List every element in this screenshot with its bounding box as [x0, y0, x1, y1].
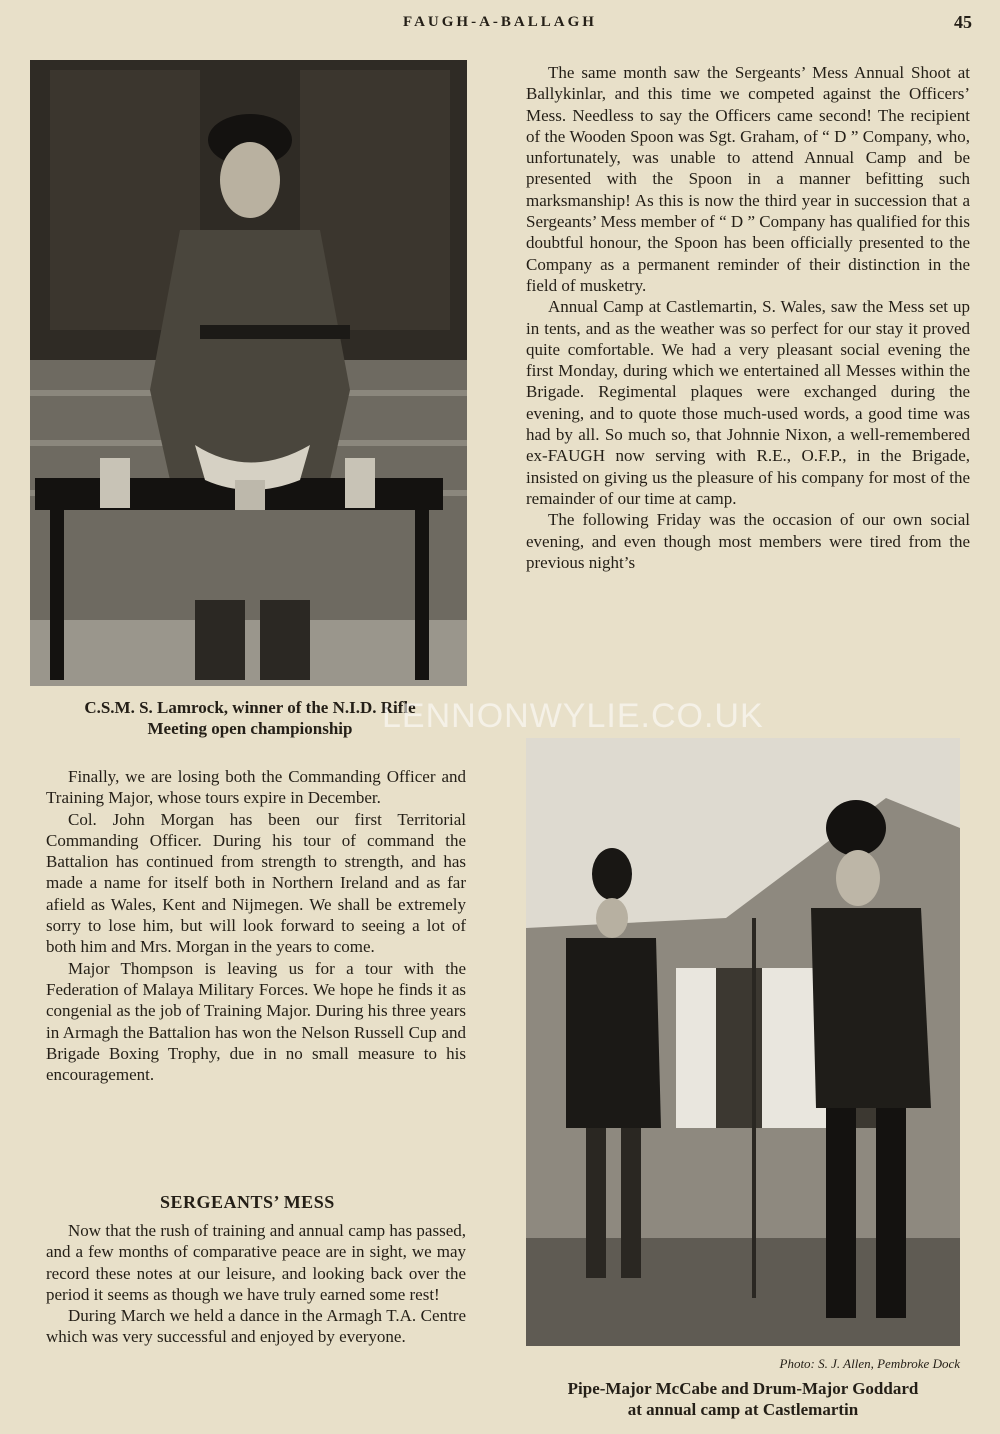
- photo-pipe-drum-majors: [526, 738, 960, 1346]
- right-column-text: [526, 62, 970, 573]
- running-title: FAUGH-A-BALLAGH: [403, 14, 597, 30]
- paragraph: Col. John Morgan has been our first Territorial Commanding Officer. During his tour of command the Battalion has continued from strength to strength, and has made a name for itself both in Northern Ireland and as far afield as Wales, Kent and Nijmegen. We shall be extremely sorry to lose him, but will look forward to seeing a lot of both him and Mrs. Morgan in the years to come.: [46, 809, 466, 957]
- left-column-text: [46, 766, 466, 1085]
- photo-pipe-drum-majors-illustration: [526, 738, 960, 1346]
- page-number: 45: [954, 12, 972, 32]
- watermark: LENNONWYLIE.CO.UK: [382, 697, 764, 735]
- caption-bottom-line1: Pipe-Major McCabe and Drum-Major Goddard: [567, 1379, 919, 1398]
- paragraph: The following Friday was the occasion of our own social evening, and even though most members were tired from the previous night’s: [526, 510, 970, 572]
- photo-csm-lamrock-illustration: [30, 60, 467, 686]
- caption-top-line2: Meeting open championship: [147, 719, 353, 738]
- caption-bottom-photo: [496, 1378, 990, 1420]
- paragraph: The same month saw the Sergeants’ Mess Annual Shoot at Ballykinlar, and this time we competed against the Officers’ Mess. Needless to say the Officers came second! The recipient of the Wooden Spoon was Sgt. Graham, of “ D ” Company, who, unfortunately, was unable to attend Annual Camp and be presented with the Spoon in a manner befitting such marksmanship! As this is now the third year in succession that a Sergeants’ Mess member of “ D ” Company has qualified for this doubtful honour, the Spoon has been officially presented to the Company as a permanent reminder of their distinction in the field of musketry.: [526, 63, 970, 295]
- caption-top-line1: C.S.M. S. Lamrock, winner of the N.I.D. Rifle: [84, 698, 416, 717]
- paragraph: Annual Camp at Castlemartin, S. Wales, saw the Mess set up in tents, and as the weather was so perfect for our stay it proved quite comfortable. We had a very pleasant social evening the first Monday, during which we entertained all Messes within the Brigade. Regimental plaques were exchanged during the evening, and to quote those much-used words, a good time was had by all. So much so, that Johnnie Nixon, a well-remembered ex-FAUGH now serving with R.E., O.F.P., in the Brigade, insisted on giving us the pleasure of his company for most of the remainder of our time at camp.: [526, 297, 970, 508]
- caption-bottom-line2: at annual camp at Castlemartin: [627, 1400, 859, 1419]
- section-heading-sergeants-mess: SERGEANTS’ MESS: [160, 1192, 335, 1212]
- sergeants-mess-text: [46, 1220, 466, 1348]
- paragraph: Major Thompson is leaving us for a tour with the Federation of Malaya Military Forces. We hope he finds it as congenial as the job of Training Major. During his three years in Armagh the Battalion has won the Nelson Russell Cup and Brigade Boxing Trophy, due in no small measure to his encouragement.: [46, 958, 466, 1085]
- caption-top-photo: [20, 697, 480, 739]
- paragraph: Finally, we are losing both the Commanding Officer and Training Major, whose tours expire in December.: [46, 767, 466, 808]
- photo-credit: Photo: S. J. Allen, Pembroke Dock: [779, 1356, 960, 1371]
- photo-csm-lamrock: [30, 60, 467, 686]
- paragraph: During March we held a dance in the Armagh T.A. Centre which was very successful and enjoyed by everyone.: [46, 1306, 466, 1347]
- paragraph: Now that the rush of training and annual camp has passed, and a few months of comparative peace are in sight, we may record these notes at our leisure, and looking back over the period it seems as though we have truly earned some rest!: [46, 1221, 466, 1304]
